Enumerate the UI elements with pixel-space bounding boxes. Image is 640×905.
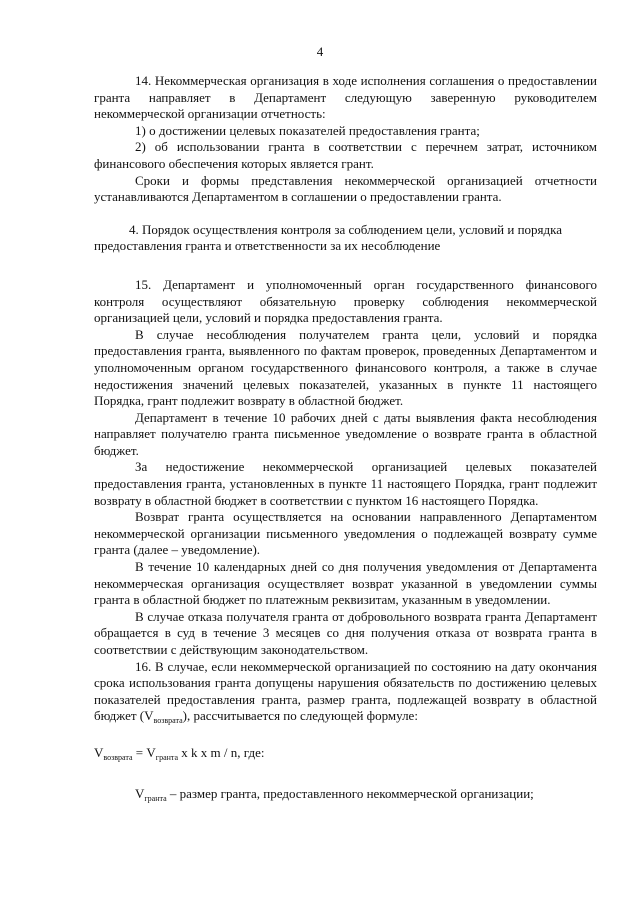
paragraph-16 <box>94 659 597 725</box>
definition-text: – размер гранта, предоставленного некоммерческой организации; <box>166 785 534 801</box>
paragraph-16-text-start: 16. В случае, если некоммерческой организацией по состоянию на дату окончания срока использования гранта допущены нарушения обязательств по достижению целевых показателей предоставления гранта, размер гранта, подлежащей возврату в областной бюджет (V <box>94 658 597 724</box>
formula-equals: = V <box>132 744 156 760</box>
paragraph-15-return-basis: Возврат гранта осуществляется на основании направленного Департаментом некоммерческой организации письменного уведомления о подлежащей возврату сумме гранта (далее – уведомление). <box>94 509 597 558</box>
paragraph-14: 14. Некоммерческая организация в ходе исполнения соглашения о предоставлении гранта направляет в Департамент следующую заверенную руководителем некоммерческой организации отчетность: <box>94 73 597 122</box>
definition-v-grant <box>94 786 597 803</box>
paragraph-14-item-2: 2) об использовании гранта в соответствии с перечнем затрат, источником финансового обеспечения которых является грант. <box>94 139 597 171</box>
paragraph-15-violation: В случае несоблюдения получателем гранта цели, условий и порядка предоставления гранта, выявленного по фактам проверок, проведенных Департаментом и уполномоченным органом государственного финансового контроля, а также в случае недостижения значений целевых показателей, указанных в пункте 11 настоящего Порядка, грант подлежит возврату в областной бюджет. <box>94 326 597 409</box>
section-heading: 4. Порядок осуществления контроля за соблюдением цели, условий и порядка предоставления гранта и ответственности за их несоблюдение <box>94 221 563 254</box>
page-number: 4 <box>316 44 324 59</box>
paragraph-15-indicators: За недостижение некоммерческой организацией целевых показателей предоставления гранта, установленных в пункте 11 настоящего Порядка, грант подлежит возврату в областной бюджет в соответствии с пунктом 16 настоящего Порядка. <box>94 459 597 508</box>
formula-v-return-subscript: возврата <box>103 752 133 762</box>
paragraph-15-court: В случае отказа получателя гранта от добровольного возврата гранта Департамент обращается в суд в течение 3 месяцев со дня получения отказа от возврата гранта в соответствии с действующим законодательством. <box>94 608 597 657</box>
formula-rest: x k x m / n, где: <box>178 744 265 760</box>
paragraph-15-return-term: В течение 10 календарных дней со дня получения уведомления от Департамента некоммерческая организация осуществляет возврат указанной в уведомлении суммы гранта в областной бюджет по платежным реквизитам, указанным в уведомлении. <box>94 559 597 608</box>
paragraph-15-notice: Департамент в течение 10 рабочих дней с даты выявления факта несоблюдения направляет получателю гранта письменное уведомление о возврате гранта в областной бюджет. <box>94 409 597 458</box>
formula-v-return: V <box>94 744 104 760</box>
paragraph-14-item-1: 1) о достижении целевых показателей предоставления гранта; <box>135 122 480 138</box>
paragraph-14-deadlines: Сроки и формы представления некоммерческой организацией отчетности устанавливаются Департаментом в соглашении о предоставлении гранта. <box>94 172 597 205</box>
definition-v: V <box>135 785 145 801</box>
document-body <box>94 73 597 802</box>
formula-v-grant-subscript: гранта <box>155 752 179 762</box>
paragraph-16-subscript: возврата <box>153 716 183 726</box>
formula <box>94 745 597 762</box>
definition-v-subscript: гранта <box>144 793 167 803</box>
paragraph-16-text-end: ), рассчитывается по следующей формуле: <box>182 708 418 724</box>
paragraph-15: 15. Департамент и уполномоченный орган государственного финансового контроля осуществляют обязательную проверку соблюдения некоммерческой организацией цели, условий и порядка предоставления гранта. <box>94 276 597 326</box>
